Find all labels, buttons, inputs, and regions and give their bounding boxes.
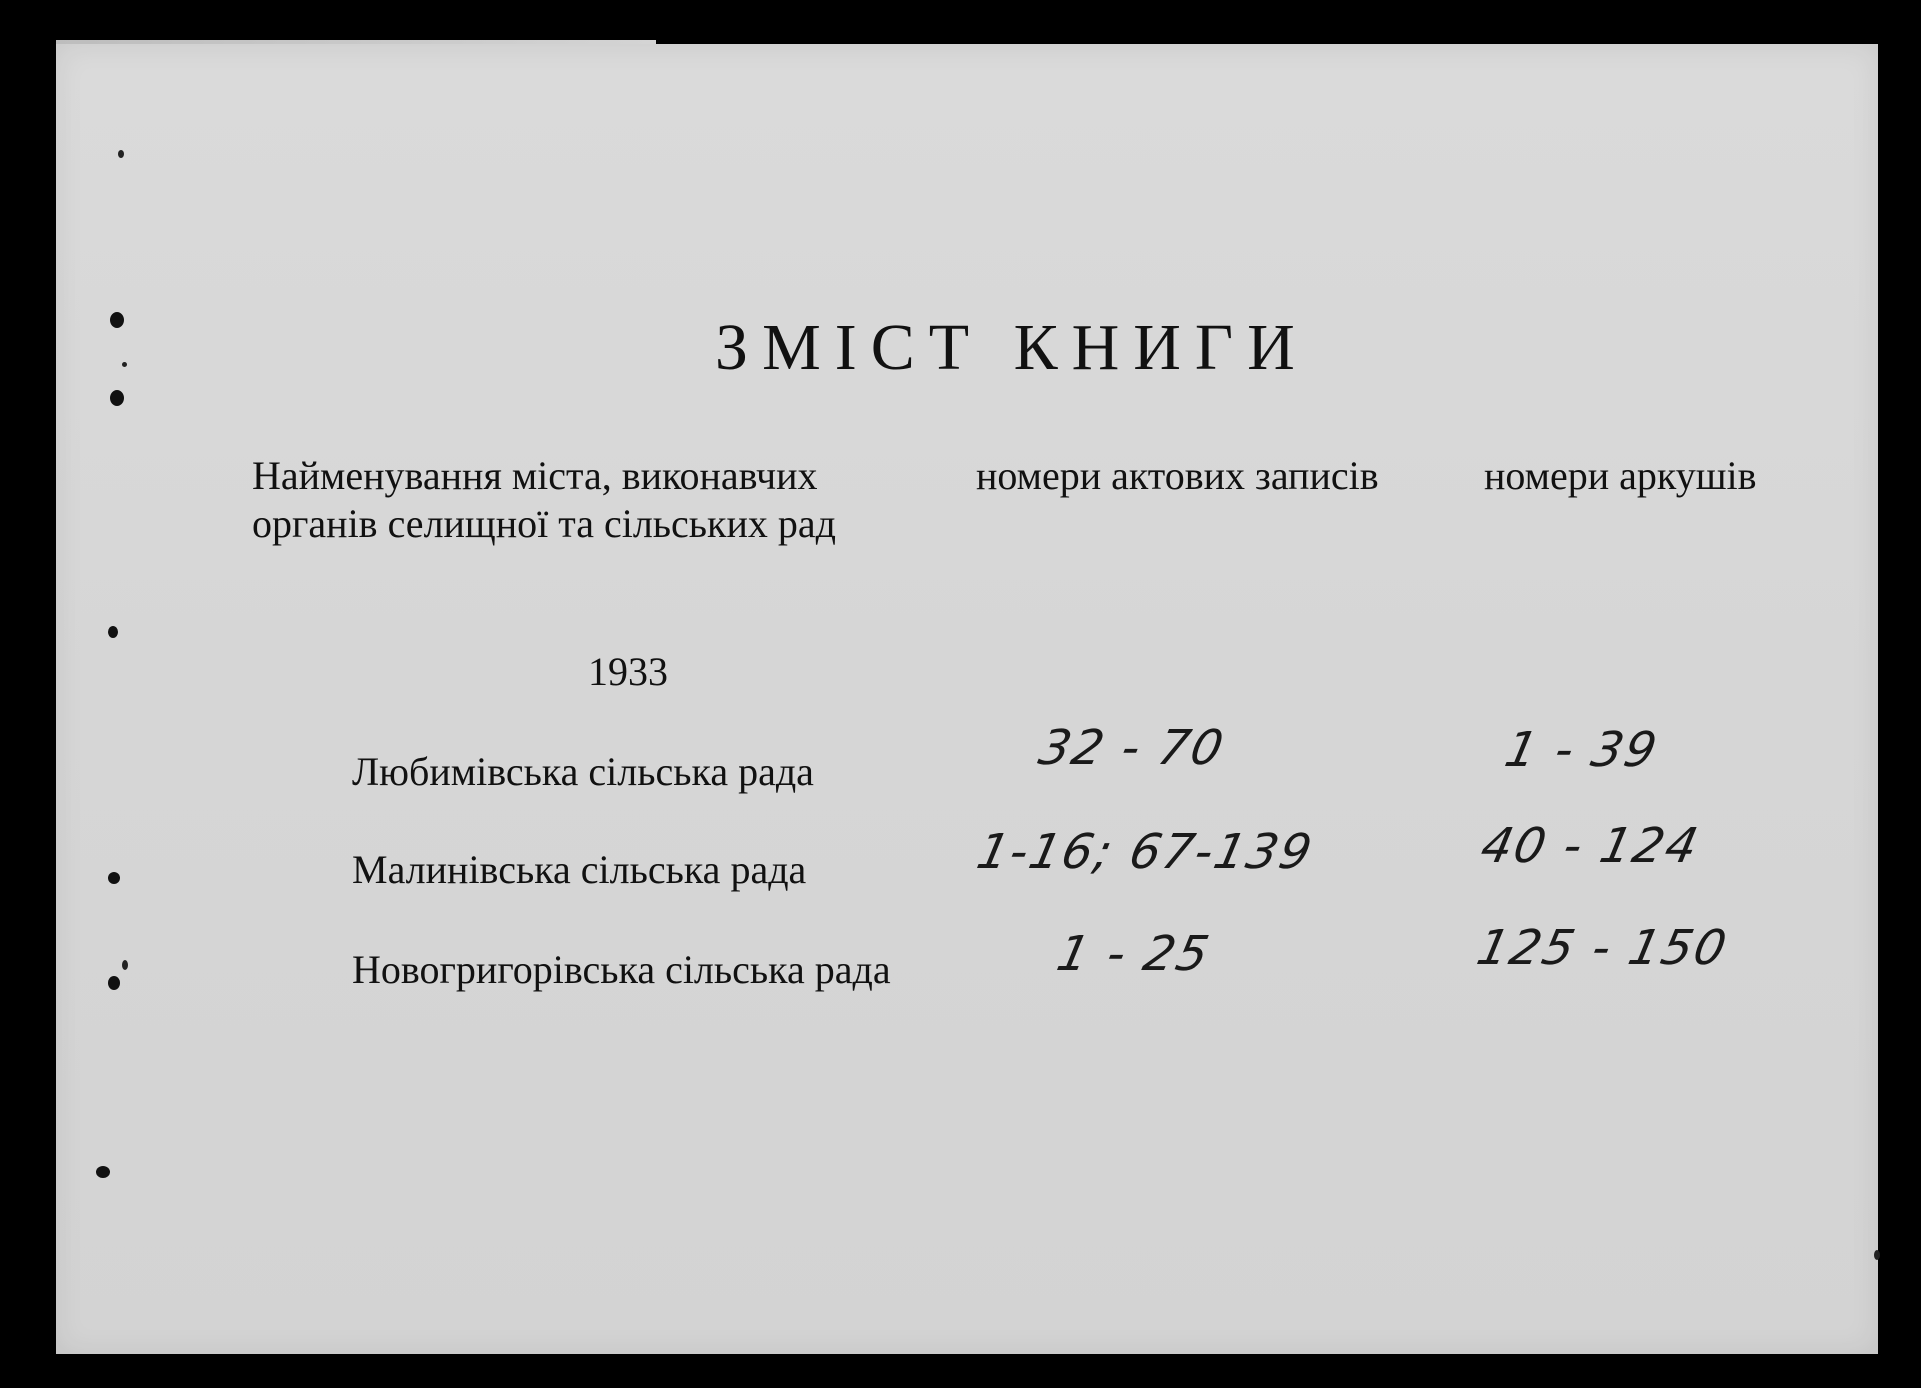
speck — [122, 362, 127, 367]
punch-hole — [108, 976, 120, 990]
speck — [1874, 1250, 1880, 1260]
document-page — [56, 44, 1878, 1354]
header-name: Найменування міста, виконавчих органів селищної та сільських рад — [252, 453, 836, 546]
punch-hole — [108, 872, 120, 884]
header-acts: номери актових записів — [976, 453, 1379, 498]
punch-hole — [108, 626, 118, 638]
punch-hole — [96, 1166, 110, 1178]
punch-hole — [110, 390, 124, 406]
punch-hole — [110, 312, 124, 328]
speck — [118, 150, 124, 158]
row-sheets: 125 - 150 — [1472, 920, 1734, 976]
row-sheets: 40 - 124 — [1476, 818, 1705, 874]
page-title: ЗМІСТ КНИГИ — [715, 311, 1309, 384]
year-label: 1933 — [588, 649, 668, 694]
header-sheets: номери аркушів — [1484, 453, 1757, 498]
row-acts: 1-16; 67-139 — [972, 824, 1319, 880]
row-sheets: 1 - 39 — [1500, 722, 1664, 778]
row-name: Новогригорівська сільська рада — [352, 947, 891, 992]
row-name: Малинівська сільська рада — [352, 847, 807, 892]
speck — [122, 960, 128, 970]
row-name: Любимівська сільська рада — [352, 749, 814, 794]
row-acts: 1 - 25 — [1052, 926, 1216, 982]
row-acts: 32 - 70 — [1034, 720, 1230, 776]
